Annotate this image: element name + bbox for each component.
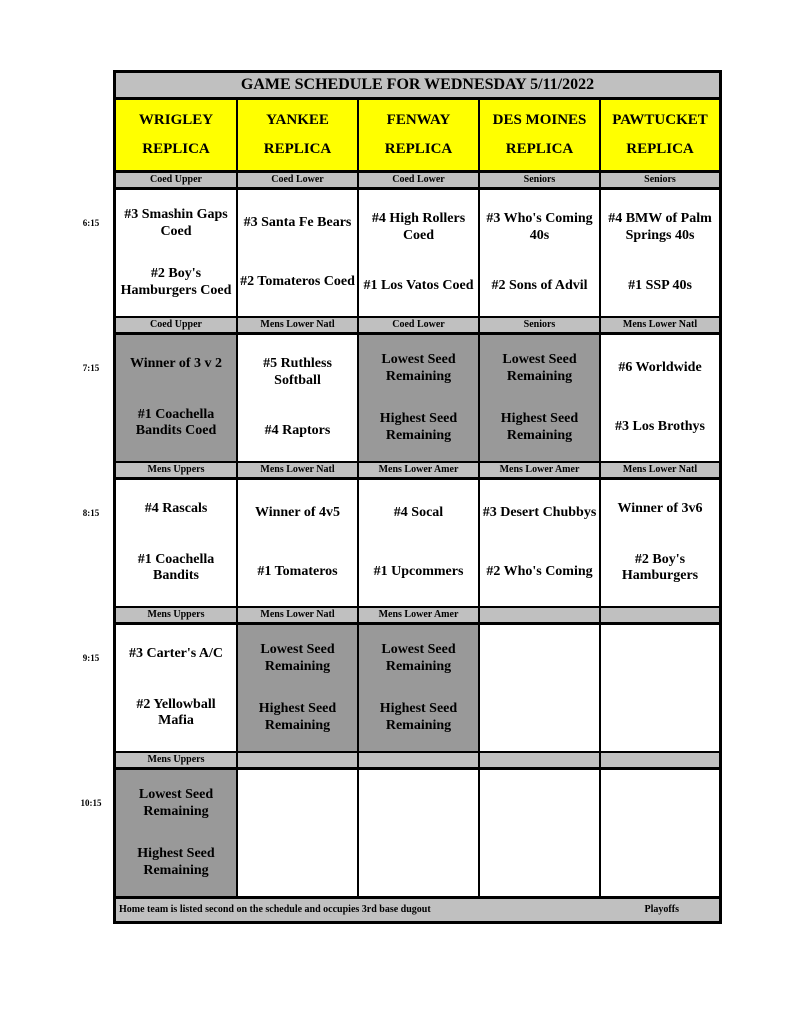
stadium-name: YANKEE: [266, 111, 329, 128]
away-team: #4 Socal: [393, 505, 444, 521]
time-label: 7:15: [82, 363, 100, 373]
stadium-name: PAWTUCKET: [612, 111, 708, 128]
home-team: Highest Seed Remaining: [258, 701, 337, 733]
home-team: #1 Tomateros: [257, 564, 338, 580]
game-slot: [480, 625, 599, 751]
home-team: #1 Upcommers: [373, 564, 464, 580]
division-label: [601, 608, 719, 622]
home-team: #4 Raptors: [264, 423, 331, 439]
game-slot: [359, 770, 478, 896]
game-slot: [116, 335, 236, 461]
division-label: Mens Lower Amer: [480, 463, 599, 477]
game-slot: [480, 335, 599, 461]
game-slot: [359, 335, 478, 461]
home-team: #1 Los Vatos Coed: [363, 278, 474, 294]
division-label: Mens Uppers: [116, 753, 236, 767]
game-slot: [601, 480, 719, 606]
stadium-subtitle: REPLICA: [505, 140, 574, 157]
stadium-subtitle: REPLICA: [263, 140, 332, 157]
home-team: #2 Who's Coming: [486, 564, 593, 580]
stadium-header: [359, 100, 478, 170]
away-team: Winner of 3v6: [617, 501, 703, 517]
division-label: Mens Lower Natl: [238, 463, 357, 477]
home-team: Highest Seed Remaining: [500, 411, 579, 443]
away-team: Lowest Seed Remaining: [502, 352, 577, 384]
home-team: Highest Seed Remaining: [137, 846, 215, 878]
division-label: Seniors: [480, 173, 599, 187]
game-slot: [116, 480, 236, 606]
footer-note: Home team is listed second on the schedule and occupies 3rd base dugout: [119, 904, 431, 916]
division-label: Mens Lower Amer: [359, 463, 478, 477]
game-slot: [601, 335, 719, 461]
home-team: #1 Coachella Bandits Coed: [135, 407, 217, 439]
game-slot: [359, 625, 478, 751]
division-label: Coed Upper: [116, 173, 236, 187]
division-label: Coed Lower: [359, 318, 478, 332]
division-label: Coed Lower: [359, 173, 478, 187]
away-team: #4 High Rollers Coed: [371, 211, 466, 243]
time-label: 9:15: [82, 653, 100, 663]
footer-legend: Playoffs: [644, 904, 679, 916]
time-label: 6:15: [82, 218, 100, 228]
game-slot: [238, 190, 357, 316]
game-slot: [116, 625, 236, 751]
division-label: Mens Uppers: [116, 463, 236, 477]
game-slot: [601, 190, 719, 316]
stadium-name: WRIGLEY: [138, 111, 214, 128]
time-label: 10:15: [80, 798, 102, 808]
home-team: #2 Boy's Hamburgers: [621, 552, 699, 584]
home-team: #2 Yellowball Mafia: [136, 697, 216, 729]
home-team: #1 SSP 40s: [628, 278, 692, 294]
home-team: #2 Boy's Hamburgers Coed: [120, 266, 232, 298]
game-slot: [238, 480, 357, 606]
division-label: [480, 608, 599, 622]
stadium-header: [238, 100, 357, 170]
away-team: #3 Who's Coming 40s: [486, 211, 593, 243]
away-team: Lowest Seed Remaining: [260, 642, 335, 674]
away-team: Winner of 4v5: [254, 505, 341, 521]
away-team: #4 BMW of Palm Springs 40s: [608, 211, 712, 243]
home-team: #1 Coachella Bandits: [137, 552, 215, 584]
time-label: 8:15: [82, 508, 100, 518]
game-slot: [480, 480, 599, 606]
division-label: Mens Lower Natl: [601, 318, 719, 332]
stadium-header: [480, 100, 599, 170]
game-slot: [601, 770, 719, 896]
division-label: [480, 753, 599, 767]
division-label: Mens Lower Natl: [238, 318, 357, 332]
away-team: #3 Carter's A/C: [128, 646, 224, 662]
game-slot: [116, 770, 236, 896]
division-label: Seniors: [480, 318, 599, 332]
game-slot: [359, 190, 478, 316]
game-slot: [359, 480, 478, 606]
division-label: [359, 753, 478, 767]
home-team: Highest Seed Remaining: [379, 701, 458, 733]
game-slot: [116, 190, 236, 316]
division-label: [601, 753, 719, 767]
away-team: #3 Smashin Gaps Coed: [124, 207, 228, 239]
schedule-title: GAME SCHEDULE FOR WEDNESDAY 5/11/2022: [116, 73, 719, 97]
game-slot: [238, 335, 357, 461]
stadium-subtitle: REPLICA: [626, 140, 694, 157]
game-slot: [238, 625, 357, 751]
home-team: #2 Tomateros Coed: [240, 274, 355, 290]
division-label: Mens Lower Natl: [601, 463, 719, 477]
division-label: Mens Lower Amer: [359, 608, 478, 622]
away-team: #6 Worldwide: [618, 360, 702, 376]
division-label: Mens Lower Natl: [238, 608, 357, 622]
away-team: #3 Santa Fe Bears: [243, 215, 352, 231]
division-label: Seniors: [601, 173, 719, 187]
stadium-header: [601, 100, 719, 170]
away-team: #5 Ruthless Softball: [263, 356, 332, 388]
division-label: [238, 753, 357, 767]
stadium-name: FENWAY: [386, 111, 451, 128]
division-label: Mens Uppers: [116, 608, 236, 622]
away-team: #4 Rascals: [144, 501, 208, 517]
game-slot: [601, 625, 719, 751]
stadium-header: [116, 100, 236, 170]
game-slot: [480, 770, 599, 896]
home-team: Highest Seed Remaining: [379, 411, 458, 443]
home-team: #2 Sons of Advil: [491, 278, 588, 294]
game-slot: [238, 770, 357, 896]
away-team: Lowest Seed Remaining: [138, 787, 214, 819]
schedule-table: [113, 70, 722, 924]
stadium-subtitle: REPLICA: [142, 140, 210, 157]
away-team: Lowest Seed Remaining: [381, 642, 456, 674]
away-team: Winner of 3 v 2: [129, 356, 223, 372]
game-slot: [480, 190, 599, 316]
division-label: Coed Lower: [238, 173, 357, 187]
stadium-name: DES MOINES: [492, 111, 587, 128]
division-label: Coed Upper: [116, 318, 236, 332]
home-team: #3 Los Brothys: [615, 419, 705, 435]
schedule-footer: [116, 899, 719, 921]
stadium-subtitle: REPLICA: [384, 140, 453, 157]
away-team: Lowest Seed Remaining: [381, 352, 456, 384]
away-team: #3 Desert Chubbys: [482, 505, 597, 521]
